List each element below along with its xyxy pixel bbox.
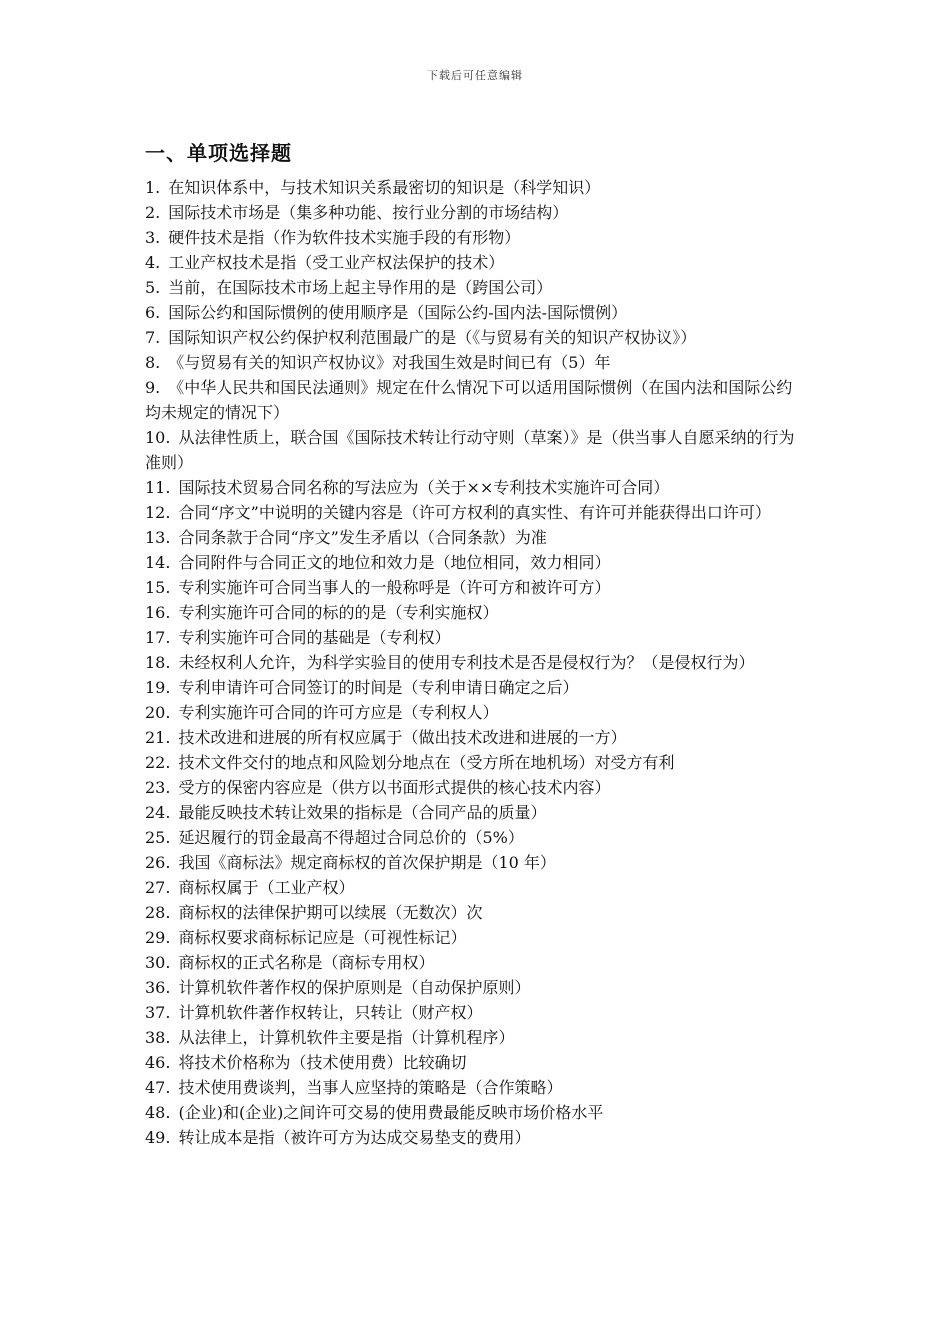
question-text: 技术改进和进展的所有权应属于（做出技术改进和进展的一方）: [178, 728, 627, 747]
question-number: 48.: [145, 1103, 171, 1122]
question-item: [145, 225, 807, 250]
question-item: [145, 1100, 807, 1125]
question-item: [145, 900, 807, 925]
question-item: [145, 375, 807, 425]
question-number: 2.: [145, 203, 161, 222]
question-item: [145, 1025, 807, 1050]
question-item: [145, 325, 807, 350]
question-text: 《与贸易有关的知识产权协议》对我国生效是时间已有（5）年: [168, 353, 611, 372]
question-text: 国际知识产权公约保护权利范围最广的是（《与贸易有关的知识产权协议》）: [168, 328, 697, 347]
question-number: 8.: [145, 353, 161, 372]
question-number: 18.: [145, 653, 171, 672]
question-number: 9.: [145, 378, 161, 397]
question-item: [145, 250, 807, 275]
question-item: [145, 1000, 807, 1025]
question-number: 12.: [145, 503, 171, 522]
question-number: 6.: [145, 303, 161, 322]
question-number: 17.: [145, 628, 171, 647]
question-text: 技术文件交付的地点和风险划分地点在（受方所在地机场）对受方有利: [178, 753, 675, 772]
question-text: 《中华人民共和国民法通则》规定在什么情况下可以适用国际惯例（在国内法和国际公约均未规定的情况下）: [145, 378, 793, 422]
question-text: 计算机软件著作权转让，只转让（财产权）: [178, 1003, 483, 1022]
question-text: 将技术价格称为（技术使用费）比较确切: [178, 1053, 467, 1072]
question-item: [145, 575, 807, 600]
question-text: 工业产权技术是指（受工业产权法保护的技术）: [168, 253, 505, 272]
question-text: 当前，在国际技术市场上起主导作用的是（跨国公司）: [168, 278, 553, 297]
question-text: 合同附件与合同正文的地位和效力是（地位相同，效力相同）: [178, 553, 611, 572]
section-title: 一、单项选择题: [145, 141, 292, 165]
question-text: 专利申请许可合同签订的时间是（专利申请日确定之后）: [178, 678, 579, 697]
question-text: 延迟履行的罚金最高不得超过合同总价的（5%）: [178, 828, 524, 847]
question-text: 专利实施许可合同的基础是（专利权）: [178, 628, 451, 647]
question-text: 商标权属于（工业产权）: [178, 878, 355, 897]
question-text: 专利实施许可合同的标的的是（专利实施权）: [178, 603, 499, 622]
question-number: 28.: [145, 903, 171, 922]
question-item: [145, 350, 807, 375]
question-text: 最能反映技术转让效果的指标是（合同产品的质量）: [178, 803, 547, 822]
question-item: [145, 700, 807, 725]
question-item: [145, 600, 807, 625]
question-item: [145, 550, 807, 575]
question-number: 15.: [145, 578, 171, 597]
question-item: [145, 750, 807, 775]
question-text: 合同条款于合同“序文”发生矛盾以（合同条款）为准: [178, 528, 547, 547]
question-text: 受方的保密内容应是（供方以书面形式提供的核心技术内容）: [178, 778, 611, 797]
question-number: 7.: [145, 328, 161, 347]
question-item: [145, 775, 807, 800]
question-text: 商标权的正式名称是（商标专用权）: [178, 953, 435, 972]
question-list: [145, 175, 807, 1150]
question-number: 1.: [145, 178, 161, 197]
question-number: 3.: [145, 228, 161, 247]
question-text: 专利实施许可合同当事人的一般称呼是（许可方和被许可方）: [178, 578, 611, 597]
question-number: 29.: [145, 928, 171, 947]
question-number: 38.: [145, 1028, 171, 1047]
question-text: 计算机软件著作权的保护原则是（自动保护原则）: [178, 978, 531, 997]
question-item: [145, 975, 807, 1000]
question-item: [145, 275, 807, 300]
question-number: 4.: [145, 253, 161, 272]
question-number: 30.: [145, 953, 171, 972]
question-item: [145, 1050, 807, 1075]
question-item: [145, 175, 807, 200]
question-number: 37.: [145, 1003, 171, 1022]
question-number: 25.: [145, 828, 171, 847]
question-text: 在知识体系中，与技术知识关系最密切的知识是（科学知识）: [168, 178, 601, 197]
question-item: [145, 800, 807, 825]
question-text: 商标权的法律保护期可以续展（无数次）次: [178, 903, 483, 922]
question-item: [145, 825, 807, 850]
question-text: 转让成本是指（被许可方为达成交易垫支的费用）: [178, 1128, 531, 1147]
question-text: 国际技术市场是（集多种功能、按行业分割的市场结构）: [168, 203, 569, 222]
question-text: 国际技术贸易合同名称的写法应为（关于××专利技术实施许可合同）: [178, 478, 670, 497]
question-number: 16.: [145, 603, 171, 622]
question-text: 从法律上，计算机软件主要是指（计算机程序）: [178, 1028, 515, 1047]
question-text: 国际公约和国际惯例的使用顺序是（国际公约-国内法-国际惯例）: [168, 303, 628, 322]
question-number: 23.: [145, 778, 171, 797]
question-number: 49.: [145, 1128, 171, 1147]
question-number: 20.: [145, 703, 171, 722]
question-item: [145, 675, 807, 700]
question-number: 5.: [145, 278, 161, 297]
question-number: 11.: [145, 478, 171, 497]
question-number: 47.: [145, 1078, 171, 1097]
question-text: 技术使用费谈判，当事人应坚持的策略是（合作策略）: [178, 1078, 563, 1097]
question-text: 我国《商标法》规定商标权的首次保护期是（10 年）: [178, 853, 556, 872]
question-number: 46.: [145, 1053, 171, 1072]
question-item: [145, 1075, 807, 1100]
question-number: 19.: [145, 678, 171, 697]
question-item: [145, 200, 807, 225]
question-item: [145, 475, 807, 500]
page-header-note: 下载后可任意编辑: [427, 69, 523, 82]
question-number: 27.: [145, 878, 171, 897]
question-text: 商标权要求商标标记应是（可视性标记）: [178, 928, 467, 947]
question-item: [145, 1125, 807, 1150]
question-text: (企业)和(企业)之间许可交易的使用费最能反映市场价格水平: [178, 1103, 604, 1122]
question-number: 26.: [145, 853, 171, 872]
question-text: 专利实施许可合同的许可方应是（专利权人）: [178, 703, 499, 722]
question-number: 36.: [145, 978, 171, 997]
question-number: 10.: [145, 428, 171, 447]
question-item: [145, 525, 807, 550]
question-item: [145, 500, 807, 525]
question-text: 未经权利人允许，为科学实验目的使用专利技术是否是侵权行为？（是侵权行为）: [178, 653, 755, 672]
question-item: [145, 725, 807, 750]
question-number: 14.: [145, 553, 171, 572]
question-item: [145, 950, 807, 975]
question-text: 硬件技术是指（作为软件技术实施手段的有形物）: [168, 228, 521, 247]
question-number: 13.: [145, 528, 171, 547]
question-item: [145, 875, 807, 900]
question-item: [145, 650, 807, 675]
question-item: [145, 925, 807, 950]
question-item: [145, 625, 807, 650]
question-number: 24.: [145, 803, 171, 822]
question-number: 21.: [145, 728, 171, 747]
question-item: [145, 425, 807, 475]
question-number: 22.: [145, 753, 171, 772]
question-item: [145, 850, 807, 875]
question-text: 从法律性质上，联合国《国际技术转让行动守则（草案）》是（供当事人自愿采纳的行为准则）: [145, 428, 795, 472]
question-text: 合同“序文”中说明的关键内容是（许可方权利的真实性、有许可并能获得出口许可）: [178, 503, 771, 522]
question-item: [145, 300, 807, 325]
